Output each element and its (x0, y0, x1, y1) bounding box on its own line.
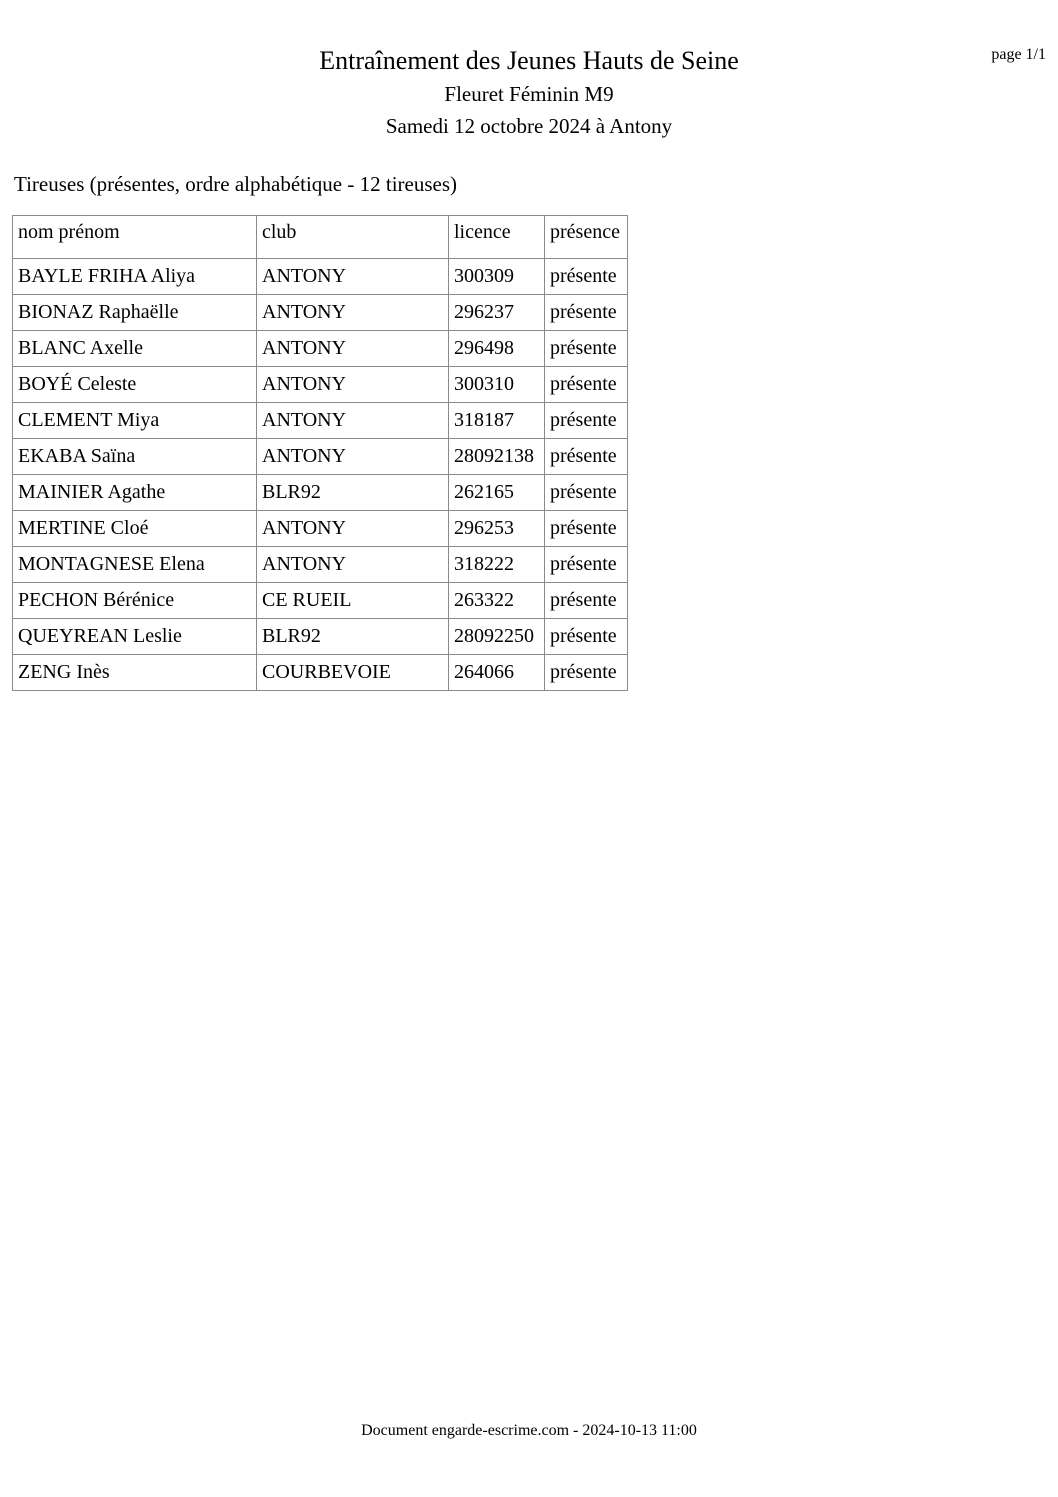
fencer-presence: présente (545, 367, 628, 403)
fencer-club: ANTONY (257, 259, 449, 295)
fencer-presence: présente (545, 259, 628, 295)
table-row (13, 259, 628, 295)
page-number: page 1/1 (991, 46, 1046, 63)
table-row (13, 295, 628, 331)
table-header (13, 216, 628, 259)
fencer-club: COURBEVOIE (257, 655, 449, 691)
fencer-name: BIONAZ Raphaëlle (13, 295, 257, 331)
fencer-licence: 296253 (449, 511, 545, 547)
fencer-licence: 263322 (449, 583, 545, 619)
column-header-name: nom prénom (13, 216, 257, 259)
fencer-club: BLR92 (257, 475, 449, 511)
fencer-club: ANTONY (257, 331, 449, 367)
fencer-name: EKABA Saïna (13, 439, 257, 475)
fencer-club: ANTONY (257, 403, 449, 439)
fencer-name: BOYÉ Celeste (13, 367, 257, 403)
fencer-licence: 296498 (449, 331, 545, 367)
fencer-presence: présente (545, 511, 628, 547)
event-name: Fleuret Féminin M9 (444, 82, 614, 106)
fencer-licence: 296237 (449, 295, 545, 331)
fencer-presence: présente (545, 619, 628, 655)
fencer-presence: présente (545, 295, 628, 331)
fencer-licence: 28092138 (449, 439, 545, 475)
fencer-name: BLANC Axelle (13, 331, 257, 367)
column-header-club: club (257, 216, 449, 259)
fencer-presence: présente (545, 655, 628, 691)
table-row (13, 331, 628, 367)
table-row (13, 511, 628, 547)
table-body (13, 259, 628, 691)
table-row (13, 475, 628, 511)
fencer-presence: présente (545, 583, 628, 619)
section-heading: Tireuses (présentes, ordre alphabétique - 12 tireuses) (14, 172, 458, 196)
fencer-name: MAINIER Agathe (13, 475, 257, 511)
fencer-licence: 300310 (449, 367, 545, 403)
table-row (13, 583, 628, 619)
table-row (13, 367, 628, 403)
fencer-licence: 28092250 (449, 619, 545, 655)
column-header-presence: présence (545, 216, 628, 259)
fencer-club: CE RUEIL (257, 583, 449, 619)
table-row (13, 619, 628, 655)
fencer-name: CLEMENT Miya (13, 403, 257, 439)
fencer-presence: présente (545, 331, 628, 367)
column-header-licence: licence (449, 216, 545, 259)
fencer-club: BLR92 (257, 619, 449, 655)
fencer-name: PECHON Bérénice (13, 583, 257, 619)
table-row (13, 655, 628, 691)
fencer-licence: 264066 (449, 655, 545, 691)
fencer-presence: présente (545, 475, 628, 511)
table-row (13, 403, 628, 439)
fencer-club: ANTONY (257, 367, 449, 403)
fencer-licence: 262165 (449, 475, 545, 511)
event-date-location: Samedi 12 octobre 2024 à Antony (385, 114, 673, 138)
fencer-licence: 318187 (449, 403, 545, 439)
competition-title: Entraînement des Jeunes Hauts de Seine (319, 46, 739, 75)
fencer-presence: présente (545, 547, 628, 583)
fencer-club: ANTONY (257, 295, 449, 331)
fencers-table (12, 215, 628, 691)
fencer-licence: 318222 (449, 547, 545, 583)
table-row (13, 439, 628, 475)
document-header (0, 44, 1058, 142)
fencer-name: MERTINE Cloé (13, 511, 257, 547)
fencer-name: BAYLE FRIHA Aliya (13, 259, 257, 295)
document-footer: Document engarde-escrime.com - 2024-10-13 11:00 (361, 1422, 697, 1439)
fencer-name: QUEYREAN Leslie (13, 619, 257, 655)
fencer-name: ZENG Inès (13, 655, 257, 691)
table-row (13, 547, 628, 583)
table-header-row (13, 216, 628, 259)
fencer-club: ANTONY (257, 511, 449, 547)
fencer-club: ANTONY (257, 547, 449, 583)
fencer-club: ANTONY (257, 439, 449, 475)
fencer-licence: 300309 (449, 259, 545, 295)
fencer-presence: présente (545, 439, 628, 475)
fencer-name: MONTAGNESE Elena (13, 547, 257, 583)
fencer-presence: présente (545, 403, 628, 439)
